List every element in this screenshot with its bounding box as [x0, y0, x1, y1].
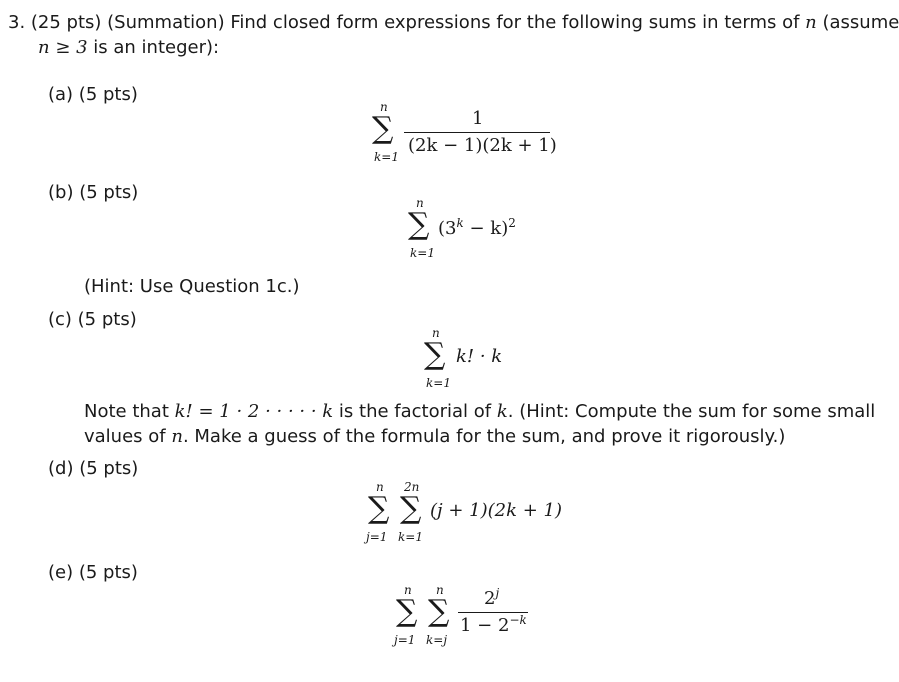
fraction-denominator: (2k − 1)(2k + 1): [408, 135, 557, 156]
problem-text-suffix: (assume: [816, 12, 899, 33]
fraction-numerator: [484, 588, 499, 610]
expr-square: 2: [508, 216, 516, 230]
sum-lower-limit: j=1: [366, 530, 388, 544]
part-a-sum: [366, 100, 406, 170]
part-a-fraction: [404, 108, 557, 160]
expr-middle: − k): [463, 218, 509, 239]
sigma-symbol: ∑: [400, 491, 422, 526]
numerator-exponent: j: [495, 586, 500, 600]
sigma-symbol: ∑: [368, 491, 390, 526]
fraction-numerator: 1: [472, 108, 484, 129]
part-b-expression: [438, 218, 516, 240]
problem-statement-line2: [38, 37, 219, 59]
sigma-symbol: ∑: [396, 594, 418, 629]
sigma-symbol: ∑: [428, 594, 450, 629]
note-text: is the factorial of: [333, 401, 497, 422]
sum-upper-limit: n: [380, 100, 388, 114]
sum-upper-limit: 2n: [404, 480, 420, 494]
part-c-note-line2: [84, 426, 785, 448]
problem-statement-line1: [8, 12, 899, 34]
sum-lower-limit: k=1: [374, 150, 399, 164]
part-e-label: (e) (5 pts): [48, 562, 138, 583]
sum-upper-limit: n: [432, 326, 440, 340]
sum-upper-limit: n: [404, 583, 412, 597]
sum-upper-limit: n: [376, 480, 384, 494]
numerator-base: 2: [484, 588, 496, 609]
problem-text: 3. (25 pts) (Summation) Find closed form expressions for the following sums in terms of: [8, 12, 806, 33]
sigma-symbol: ∑: [424, 337, 446, 372]
assumption-text: is an integer):: [87, 37, 220, 58]
sum-upper-limit: n: [436, 583, 444, 597]
sigma-symbol: ∑: [408, 207, 430, 242]
note-text: . (Hint: Compute the sum for some small: [507, 401, 876, 422]
part-c-sum: [418, 326, 458, 396]
part-e-fraction: [458, 588, 530, 640]
variable-n: n: [171, 426, 183, 447]
note-text: values of: [84, 426, 172, 447]
denominator-base: 1 − 2: [460, 615, 510, 636]
fraction-bar: [404, 132, 550, 133]
variable-k: k: [496, 401, 508, 422]
expr-exponent: k: [456, 216, 464, 230]
denominator-exponent: −k: [509, 613, 527, 627]
note-text: Note that: [84, 401, 175, 422]
assumption-math: n ≥ 3: [38, 37, 88, 58]
sigma-symbol: ∑: [372, 111, 394, 146]
part-a-label: (a) (5 pts): [48, 84, 138, 105]
variable-n: n: [805, 12, 817, 33]
sum-lower-limit: k=j: [426, 633, 448, 647]
sum-upper-limit: n: [416, 196, 424, 210]
expr-open: (3: [438, 218, 457, 239]
part-c-note-line1: [84, 401, 875, 423]
part-b-label: (b) (5 pts): [48, 182, 139, 203]
sum-lower-limit: k=1: [410, 246, 435, 260]
sum-lower-limit: k=1: [426, 376, 451, 390]
part-b-sum: [402, 196, 442, 266]
part-d-label: (d) (5 pts): [48, 458, 139, 479]
note-text: . Make a guess of the formula for the sum, and prove it rigorously.): [182, 426, 786, 447]
sum-lower-limit: j=1: [394, 633, 416, 647]
part-b-hint: (Hint: Use Question 1c.): [84, 276, 300, 297]
factorial-definition: k! = 1 · 2 · · · · · k: [174, 401, 334, 422]
part-d-expression: (j + 1)(2k + 1): [430, 500, 562, 521]
part-c-expression: k! · k: [456, 346, 503, 367]
fraction-denominator: [460, 615, 527, 637]
part-c-label: (c) (5 pts): [48, 309, 137, 330]
sum-lower-limit: k=1: [398, 530, 423, 544]
